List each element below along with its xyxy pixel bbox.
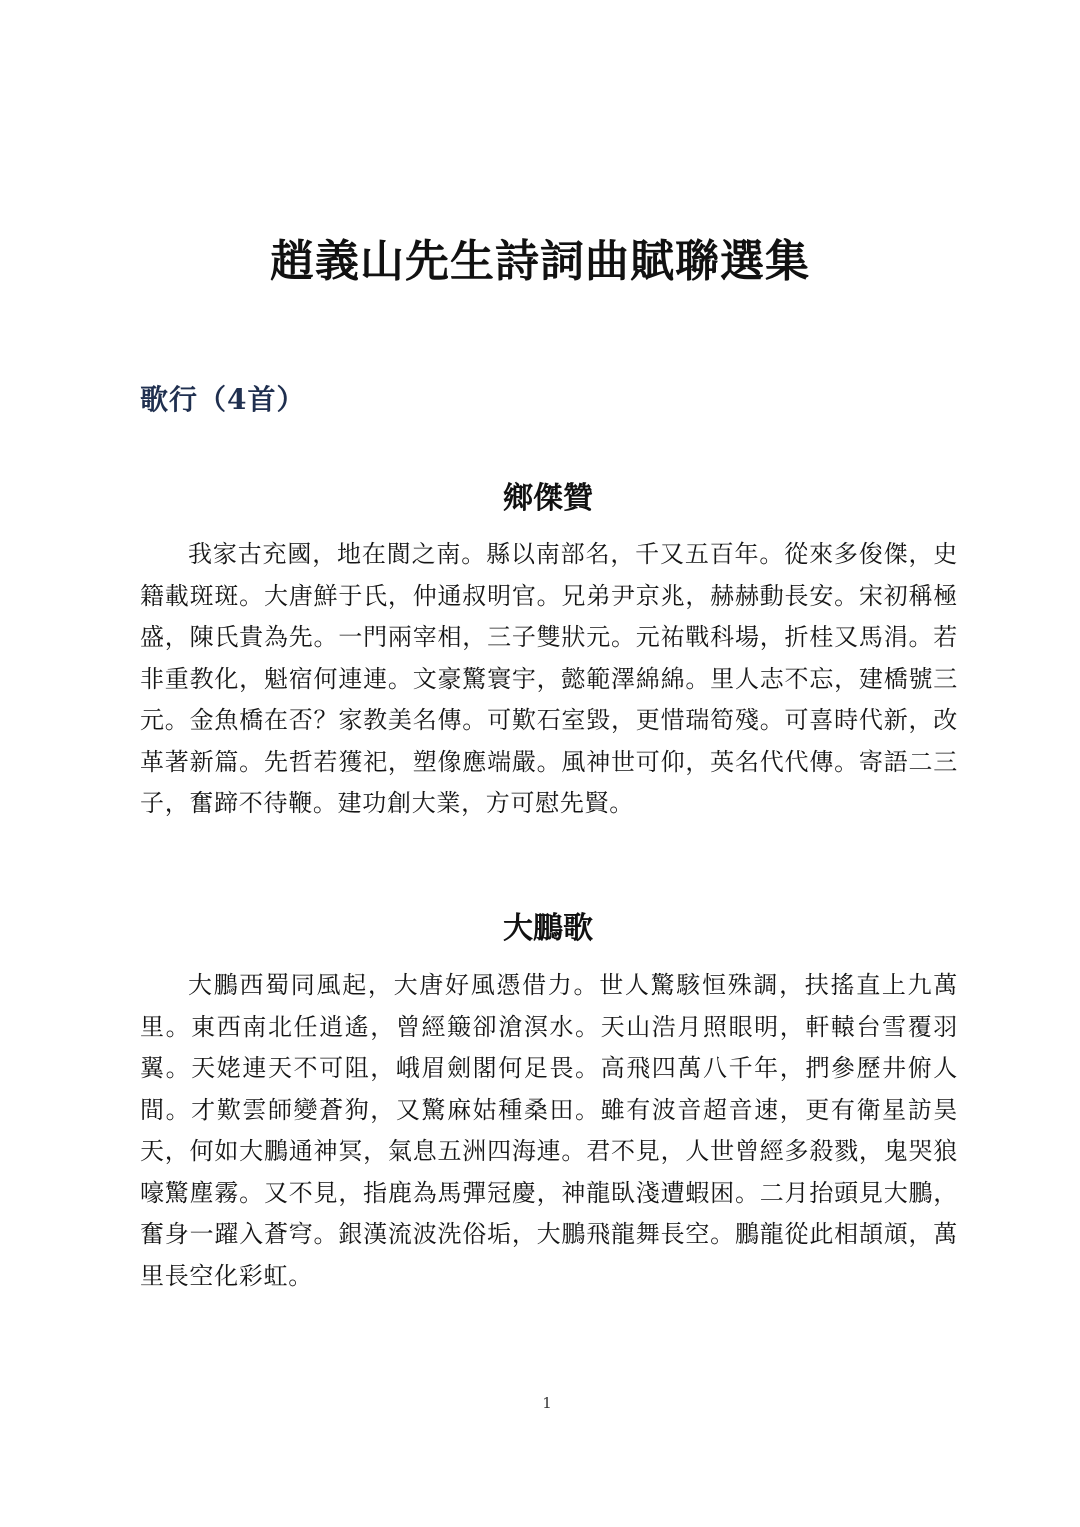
page-title: 趙義山先生詩詞曲賦聯選集	[270, 236, 810, 287]
poem-body-dapengge: 大鵬西蜀同風起，大唐好風憑借力。世人驚駭恒殊調，扶搖直上九萬里。東西南北任逍遙，曾經簸卻滄溟水。天山浩月照眼明，軒轅台雪覆羽翼。天姥連天不可阻，峨眉劍閣何足畏。高飛四萬八千年，捫參歷井俯人間。才歎雲師變蒼狗，又驚麻姑種桑田。雖有波音超音速，更有衛星訪昊天，何如大鵬通神冥，氣息五洲四海連。君不見，人世曾經多殺戮，鬼哭狼嚎驚塵霧。又不見，指鹿為馬彈冠慶，神龍臥淺遭蝦困。二月抬頭見大鵬，奮身一躍入蒼穹。銀漢流波洗俗垢，大鵬飛龍舞長空。鵬龍從此相頡頏，萬里長空化彩虹。	[140, 971, 958, 1290]
poem-title-xiangjiezan: 鄉傑贊	[503, 481, 593, 516]
section-heading: 歌行（4首）	[140, 383, 306, 416]
poem-title-dapengge: 大鵬歌	[503, 911, 593, 946]
page-number: 1	[542, 1394, 552, 1412]
poem-body-xiangjiezan: 我家古充國，地在閬之南。縣以南部名，千又五百年。從來多俊傑，史籍載斑斑。大唐鮮于氏，仲通叔明官。兄弟尹京兆，赫赫動長安。宋初稱極盛，陳氏貴為先。一門兩宰相，三子雙狀元。元祐戰科場，折桂又馬涓。若非重教化，魁宿何連連。文豪驚寰宇，懿範澤綿綿。里人志不忘，建橋號三元。金魚橋在否？家教美名傳。可歎石室毀，更惜瑞筍殘。可喜時代新，改革著新篇。先哲若獲祀，塑像應端嚴。風神世可仰，英名代代傳。寄語二三子，奮蹄不待鞭。建功創大業，方可慰先賢。	[140, 540, 958, 817]
